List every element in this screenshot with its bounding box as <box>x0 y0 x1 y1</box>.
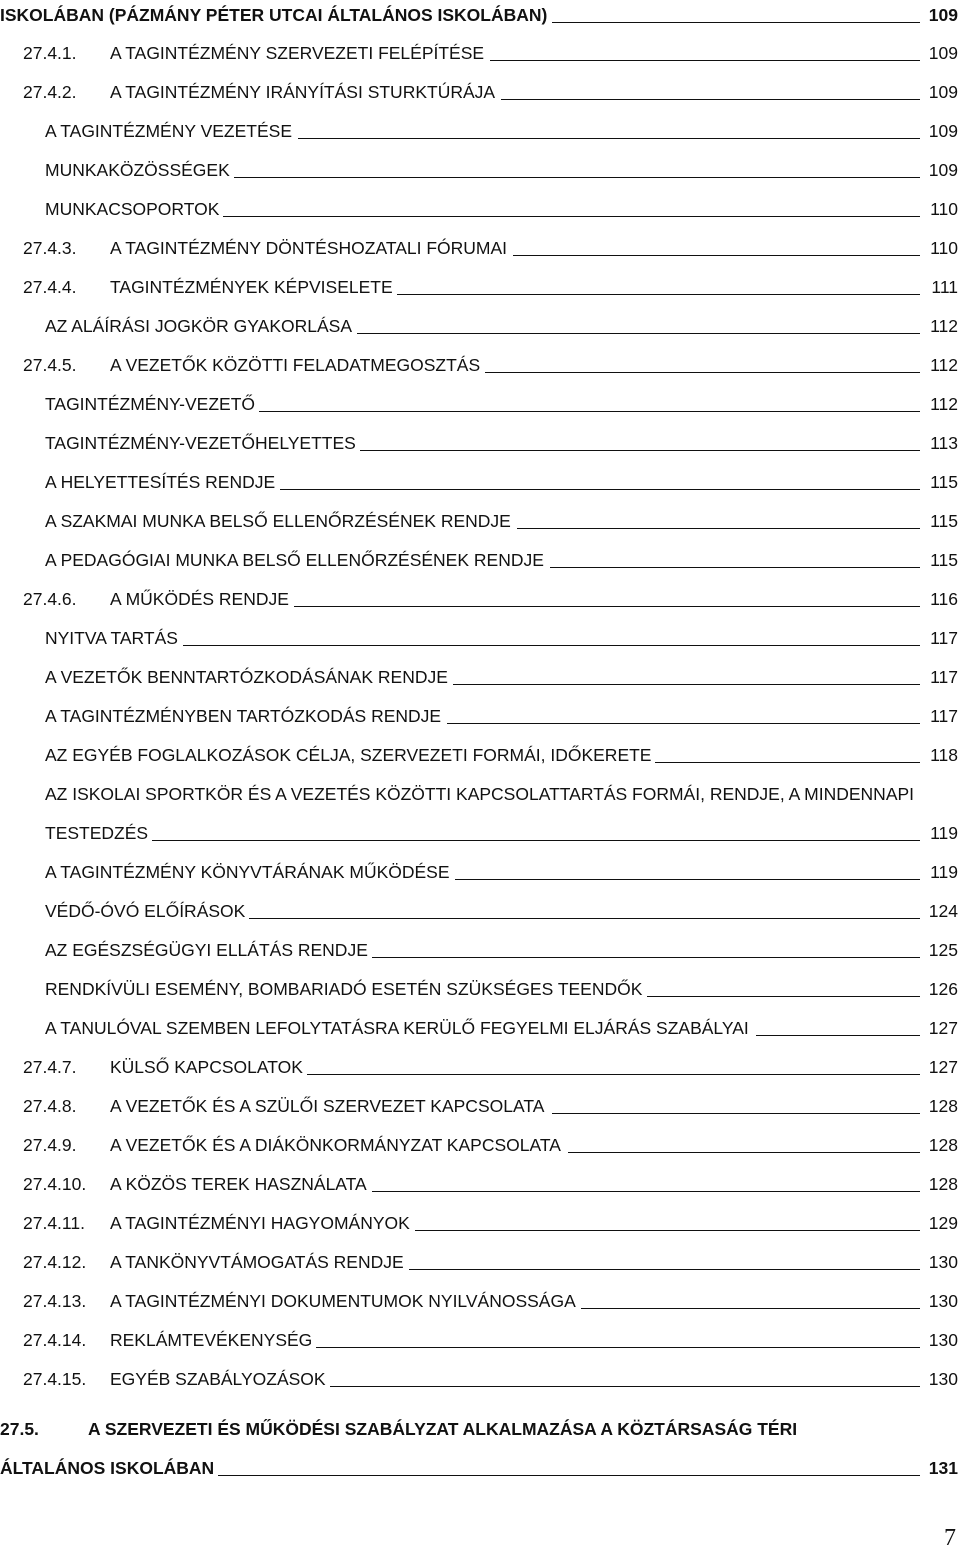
toc-entry-title: A KÖZÖS TEREK HASZNÁLATA <box>110 1174 367 1194</box>
toc-entry-title: A TAGINTÉZMÉNY IRÁNYÍTÁSI STURKTÚRÁJA <box>110 82 496 102</box>
toc-entry-page: 126 <box>928 979 958 999</box>
toc-entry-number: 27.4.15. <box>23 1369 87 1389</box>
toc-entry[interactable] <box>0 428 960 458</box>
toc-entry[interactable] <box>0 1013 960 1043</box>
toc-entry-number: 27.4.1. <box>23 43 77 63</box>
toc-entry-page: 113 <box>930 433 958 453</box>
toc-entry-title: A VEZETŐK ÉS A DIÁKÖNKORMÁNYZAT KAPCSOLATA <box>110 1135 561 1155</box>
toc-entry-page: 129 <box>928 1213 958 1233</box>
toc-leader-line <box>294 606 920 607</box>
toc-entry[interactable] <box>0 194 960 224</box>
toc-entry-title: ÁLTALÁNOS ISKOLÁBAN <box>0 1458 215 1478</box>
toc-entry[interactable] <box>0 1169 960 1199</box>
toc-entry-title: A TAGINTÉZMÉNYI DOKUMENTUMOK NYILVÁNOSSÁGA <box>110 1291 576 1311</box>
toc-leader-line <box>357 333 920 334</box>
toc-entry-page: 109 <box>928 43 958 63</box>
toc-entry-page: 124 <box>928 901 958 921</box>
toc-entry-page: 117 <box>930 667 958 687</box>
toc-entry[interactable] <box>0 857 960 887</box>
toc-entry[interactable] <box>0 974 960 1004</box>
toc-entry-number: 27.4.2. <box>23 82 77 102</box>
toc-entry-page: 115 <box>930 511 958 531</box>
toc-entry[interactable] <box>0 467 960 497</box>
toc-entry-title: A TAGINTÉZMÉNY SZERVEZETI FELÉPÍTÉSE <box>110 43 485 63</box>
toc-entry-title: A TAGINTÉZMÉNYBEN TARTÓZKODÁS RENDJE <box>45 706 442 726</box>
toc-leader-line <box>517 528 920 529</box>
toc-entry-page: 118 <box>930 745 958 765</box>
toc-leader-line <box>234 177 920 178</box>
toc-entry-page: 109 <box>928 5 958 25</box>
toc-entry-title: A TAGINTÉZMÉNY VEZETÉSE <box>45 121 292 141</box>
toc-entry[interactable] <box>0 233 960 263</box>
toc-entry[interactable] <box>0 506 960 536</box>
toc-entry-title: A TANKÖNYVTÁMOGATÁS RENDJE <box>110 1252 404 1272</box>
toc-entry[interactable] <box>0 818 960 848</box>
toc-entry-title: EGYÉB SZABÁLYOZÁSOK <box>110 1369 326 1389</box>
toc-entry-page: 130 <box>928 1369 958 1389</box>
toc-entry-page: 109 <box>928 82 958 102</box>
toc-entry-title: A MŰKÖDÉS RENDJE <box>110 589 289 609</box>
toc-entry[interactable] <box>0 311 960 341</box>
toc-entry-title: AZ ISKOLAI SPORTKÖR ÉS A VEZETÉS KÖZÖTTI KAPCSOLATTARTÁS FORMÁI, RENDJE, A MINDENNAPI <box>45 784 915 804</box>
toc-entry-title: A VEZETŐK KÖZÖTTI FELADATMEGOSZTÁS <box>110 355 481 375</box>
toc-entry-title: A TAGINTÉZMÉNYI HAGYOMÁNYOK <box>110 1213 410 1233</box>
toc-leader-line <box>360 450 920 451</box>
toc-entry-page: 109 <box>928 121 958 141</box>
toc-entry-number: 27.4.14. <box>23 1330 87 1350</box>
toc-leader-line <box>397 294 920 295</box>
toc-entry-title: ISKOLÁBAN (PÁZMÁNY PÉTER UTCAI ÁLTALÁNOS ISKOLÁBAN) <box>0 5 548 25</box>
toc-leader-line <box>647 996 920 997</box>
toc-entry-title: MUNKAKÖZÖSSÉGEK <box>45 160 230 180</box>
toc-entry-page: 111 <box>931 277 958 297</box>
toc-leader-line <box>552 22 920 23</box>
toc-entry[interactable] <box>0 389 960 419</box>
toc-entry-title: A TAGINTÉZMÉNY DÖNTÉSHOZATALI FÓRUMAI <box>110 238 508 258</box>
toc-entry-page: 112 <box>930 355 958 375</box>
toc-leader-line <box>490 60 920 61</box>
toc-leader-line <box>372 1191 920 1192</box>
toc-leader-line <box>259 411 920 412</box>
toc-leader-line <box>152 840 920 841</box>
toc-leader-line <box>415 1230 920 1231</box>
toc-entry-number: 27.4.10. <box>23 1174 87 1194</box>
toc-entry-title: NYITVA TARTÁS <box>45 628 178 648</box>
toc-entry-number: 27.4.9. <box>23 1135 77 1155</box>
toc-entry-number: 27.4.5. <box>23 355 77 375</box>
toc-entry-page: 130 <box>928 1252 958 1272</box>
toc-entry[interactable] <box>0 623 960 653</box>
toc-leader-line <box>581 1308 920 1309</box>
toc-entry-number: 27.4.4. <box>23 277 77 297</box>
toc-entry-page: 110 <box>930 199 958 219</box>
toc-entry[interactable] <box>0 77 960 107</box>
toc-leader-line <box>409 1269 920 1270</box>
toc-entry[interactable] <box>0 155 960 185</box>
toc-entry[interactable] <box>0 1414 960 1444</box>
toc-leader-line <box>298 138 920 139</box>
toc-entry[interactable] <box>0 1286 960 1316</box>
toc-entry-page: 130 <box>928 1291 958 1311</box>
toc-entry-number: 27.4.6. <box>23 589 77 609</box>
page-number: 7 <box>944 1525 956 1551</box>
toc-leader-line <box>280 489 920 490</box>
toc-entry-page: 115 <box>930 550 958 570</box>
toc-leader-line <box>249 918 920 919</box>
toc-leader-line <box>447 723 920 724</box>
toc-entry[interactable] <box>0 935 960 965</box>
toc-entry-page: 125 <box>928 940 958 960</box>
toc-entry-page: 112 <box>930 394 958 414</box>
toc-entry-page: 119 <box>930 862 958 882</box>
toc-entry-page: 112 <box>930 316 958 336</box>
toc-leader-line <box>485 372 920 373</box>
toc-leader-line <box>756 1035 920 1036</box>
toc-leader-line <box>307 1074 920 1075</box>
toc-leader-line <box>218 1475 920 1476</box>
toc-entry-page: 127 <box>928 1057 958 1077</box>
toc-entry-page: 109 <box>928 160 958 180</box>
toc-entry[interactable] <box>0 740 960 770</box>
toc-leader-line <box>655 762 920 763</box>
toc-entry-title: VÉDŐ-ÓVÓ ELŐÍRÁSOK <box>45 901 246 921</box>
toc-entry-title: TESTEDZÉS <box>45 823 149 843</box>
toc-entry-title: A SZAKMAI MUNKA BELSŐ ELLENŐRZÉSÉNEK RENDJE <box>45 511 511 531</box>
toc-entry-title: A HELYETTESÍTÉS RENDJE <box>45 472 276 492</box>
toc-entry-title: TAGINTÉZMÉNY-VEZETŐHELYETTES <box>45 433 356 453</box>
toc-entry-page: 128 <box>928 1135 958 1155</box>
toc-entry-page: 117 <box>930 706 958 726</box>
toc-leader-line <box>455 879 920 880</box>
toc-entry[interactable] <box>0 350 960 380</box>
toc-leader-line <box>453 684 920 685</box>
toc-entry[interactable] <box>0 1130 960 1160</box>
toc-entry[interactable] <box>0 116 960 146</box>
toc-entry[interactable] <box>0 1091 960 1121</box>
toc-entry-page: 128 <box>928 1174 958 1194</box>
toc-entry[interactable] <box>0 1247 960 1277</box>
toc-entry[interactable] <box>0 0 960 30</box>
toc-entry-number: 27.5. <box>0 1419 39 1439</box>
toc-entry-page: 131 <box>928 1458 958 1478</box>
toc-entry[interactable] <box>0 1364 960 1394</box>
toc-entry-page: 119 <box>930 823 958 843</box>
toc-entry-page: 117 <box>930 628 958 648</box>
toc-entry-title: TAGINTÉZMÉNYEK KÉPVISELETE <box>110 277 393 297</box>
toc-entry-title: MUNKACSOPORTOK <box>45 199 220 219</box>
toc-entry-number: 27.4.8. <box>23 1096 77 1116</box>
toc-leader-line <box>568 1152 920 1153</box>
toc-entry[interactable] <box>0 1453 960 1483</box>
toc-entry-title: A PEDAGÓGIAI MUNKA BELSŐ ELLENŐRZÉSÉNEK RENDJE <box>45 550 544 570</box>
toc-entry-number: 27.4.7. <box>23 1057 77 1077</box>
toc-entry-title: A VEZETŐK ÉS A SZÜLŐI SZERVEZET KAPCSOLATA <box>110 1096 545 1116</box>
toc-entry-number: 27.4.12. <box>23 1252 87 1272</box>
toc-entry-page: 110 <box>930 238 958 258</box>
toc-entry-title: A VEZETŐK BENNTARTÓZKODÁSÁNAK RENDJE <box>45 667 448 687</box>
toc-entry[interactable] <box>0 272 960 302</box>
toc-entry-title: RENDKÍVÜLI ESEMÉNY, BOMBARIADÓ ESETÉN SZÜKSÉGES TEENDŐK <box>45 979 643 999</box>
toc-entry-title: A TANULÓVAL SZEMBEN LEFOLYTATÁSRA KERÜLŐ FEGYELMI ELJÁRÁS SZABÁLYAI <box>45 1018 749 1038</box>
toc-leader-line <box>372 957 920 958</box>
toc-entry[interactable] <box>0 1208 960 1238</box>
toc-entry-page: 130 <box>928 1330 958 1350</box>
toc-entry-title: KÜLSŐ KAPCSOLATOK <box>110 1057 303 1077</box>
toc-entry-page: 128 <box>928 1096 958 1116</box>
toc-entry[interactable] <box>0 38 960 68</box>
toc-entry[interactable] <box>0 779 960 809</box>
toc-leader-line <box>550 567 920 568</box>
toc-entry-number: 27.4.13. <box>23 1291 87 1311</box>
toc-leader-line <box>552 1113 920 1114</box>
toc-entry[interactable] <box>0 896 960 926</box>
toc-entry[interactable] <box>0 1052 960 1082</box>
toc-entry-number: 27.4.11. <box>23 1213 85 1233</box>
toc-entry-title: AZ EGÉSZSÉGÜGYI ELLÁTÁS RENDJE <box>45 940 368 960</box>
toc-leader-line <box>223 216 920 217</box>
toc-entry[interactable] <box>0 545 960 575</box>
toc-entry-title: A TAGINTÉZMÉNY KÖNYVTÁRÁNAK MŰKÖDÉSE <box>45 862 450 882</box>
toc-entry[interactable] <box>0 584 960 614</box>
toc-entry-title: REKLÁMTEVÉKENYSÉG <box>110 1330 313 1350</box>
toc-entry-title: TAGINTÉZMÉNY-VEZETŐ <box>45 394 256 414</box>
toc-entry-title: A SZERVEZETI ÉS MŰKÖDÉSI SZABÁLYZAT ALKALMAZÁSA A KÖZTÁRSASÁG TÉRI <box>88 1419 798 1439</box>
toc-entry-title: AZ EGYÉB FOGLALKOZÁSOK CÉLJA, SZERVEZETI FORMÁI, IDŐKERETE <box>45 745 652 765</box>
toc-entry-page: 116 <box>930 589 958 609</box>
toc-entry[interactable] <box>0 1325 960 1355</box>
toc-leader-line <box>316 1347 920 1348</box>
toc-leader-line <box>513 255 920 256</box>
toc-leader-line <box>183 645 920 646</box>
toc-entry-page: 127 <box>928 1018 958 1038</box>
toc-entry-number: 27.4.3. <box>23 238 77 258</box>
toc-entry-page: 115 <box>930 472 958 492</box>
toc-leader-line <box>501 99 920 100</box>
toc-entry[interactable] <box>0 701 960 731</box>
toc-leader-line <box>330 1386 920 1387</box>
toc-entry[interactable] <box>0 662 960 692</box>
toc-entry-title: AZ ALÁÍRÁSI JOGKÖR GYAKORLÁSA <box>45 316 352 336</box>
